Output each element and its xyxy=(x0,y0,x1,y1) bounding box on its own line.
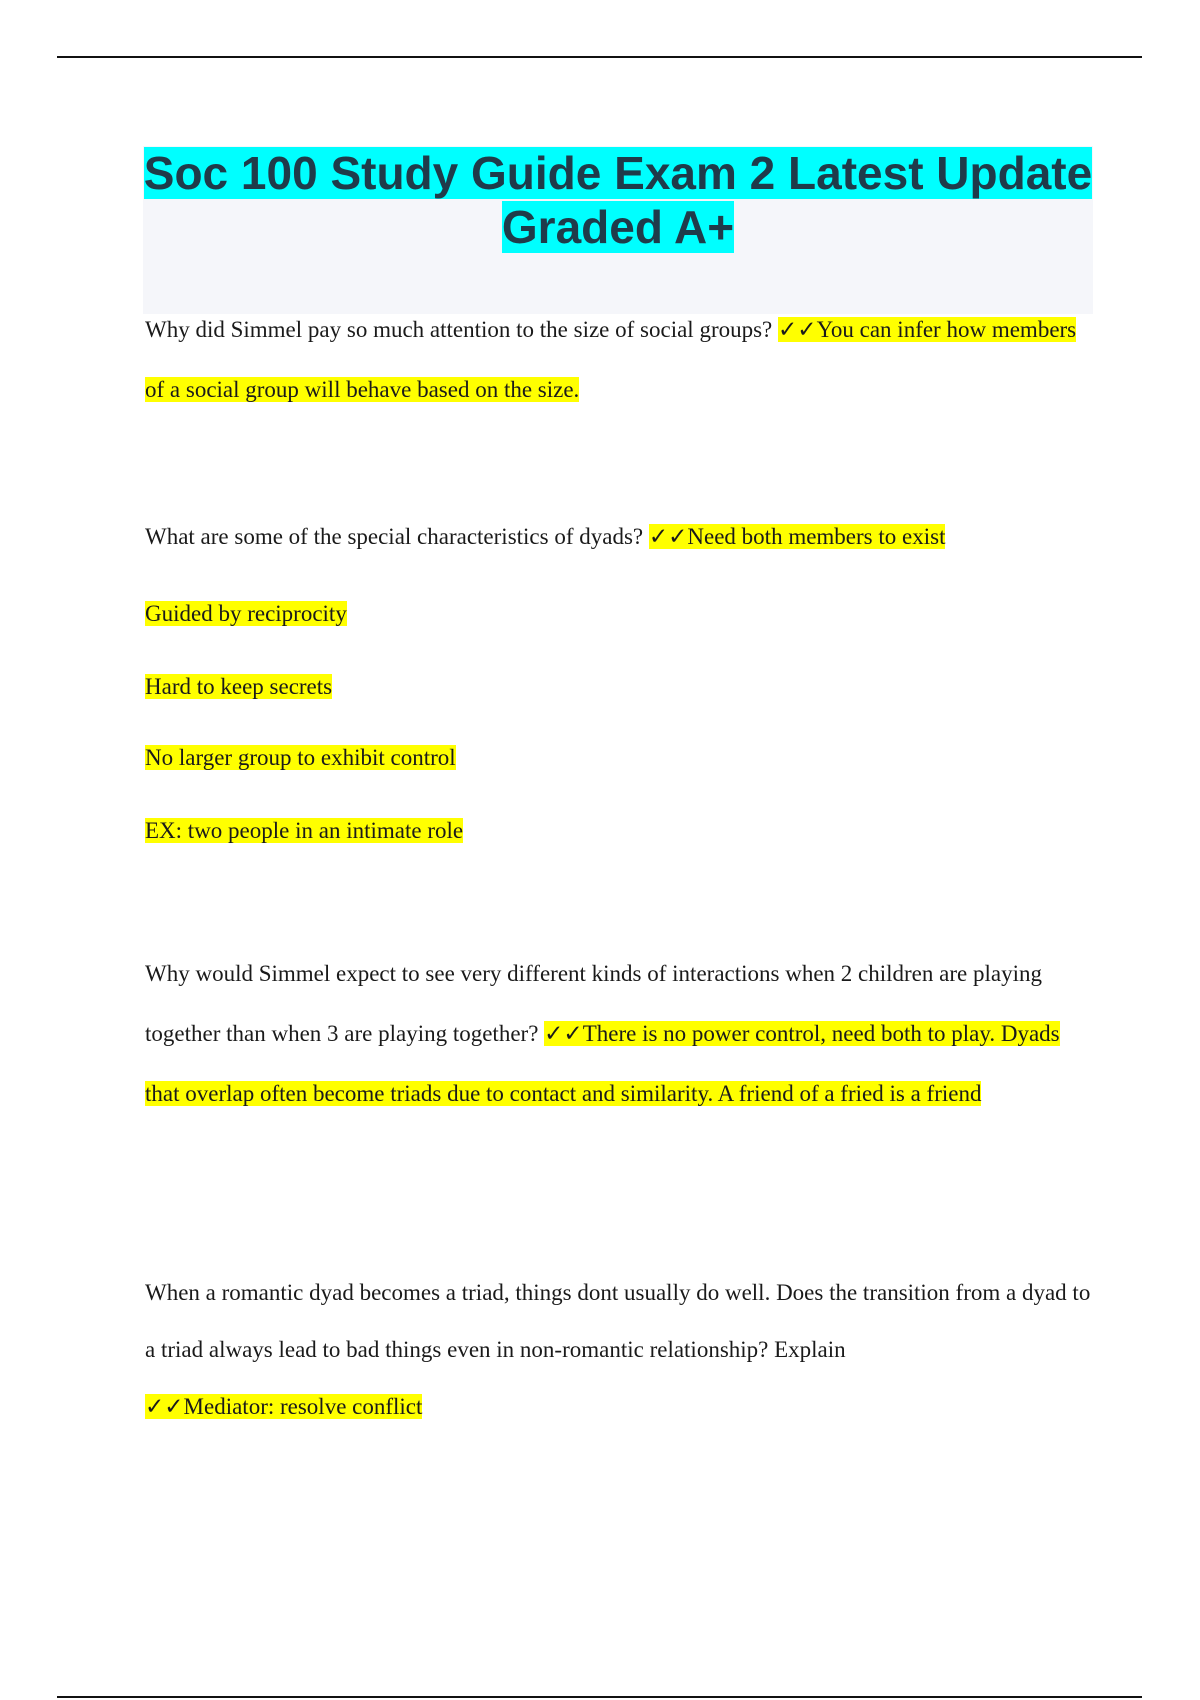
answer-2-line-4-text: EX: two people in an intimate role xyxy=(145,818,464,843)
answer-1: ✓✓You can infer how members of a social group will behave based on the size. xyxy=(145,317,1077,402)
question-4: When a romantic dyad becomes a triad, things dont usually do well. Does the transition from a dyad to a triad always lead to bad things even in non-romantic relationship? Explain xyxy=(145,1280,1091,1362)
question-1: Why did Simmel pay so much attention to the size of social groups? xyxy=(145,317,773,342)
answer-2-line-2 xyxy=(145,672,332,702)
question-3: Why would Simmel expect to see very different kinds of interactions when 2 children are playing together than when 3 are playing together? xyxy=(145,961,1042,1046)
answer-2-first: ✓✓Need both members to exist xyxy=(648,524,946,549)
document-title xyxy=(143,146,1093,254)
question-2: What are some of the special characteristics of dyads? xyxy=(145,524,644,549)
answer-2-line-3-text: No larger group to exhibit control xyxy=(145,745,456,770)
answer-2-line-3 xyxy=(145,743,456,773)
qa-item-4 xyxy=(145,1264,1095,1435)
answer-2-line-2-text: Hard to keep secrets xyxy=(145,674,333,699)
answer-2-line-4 xyxy=(145,816,463,846)
top-rule xyxy=(57,56,1142,58)
answer-4: ✓✓Mediator: resolve conflict xyxy=(145,1394,423,1419)
answer-3: ✓✓There is no power control, need both to play. Dyads that overlap often become triads due to contact and similarity. A friend of a fried is a friend xyxy=(145,1021,1060,1106)
title-text: Soc 100 Study Guide Exam 2 Latest Update Graded A+ xyxy=(143,147,1093,253)
qa-item-3 xyxy=(145,944,1095,1124)
answer-2-line-1-text: Guided by reciprocity xyxy=(145,601,347,626)
qa-item-2 xyxy=(145,522,945,552)
qa-item-1 xyxy=(145,300,1095,420)
answer-2-line-1 xyxy=(145,599,347,629)
bottom-rule xyxy=(57,1696,1142,1698)
